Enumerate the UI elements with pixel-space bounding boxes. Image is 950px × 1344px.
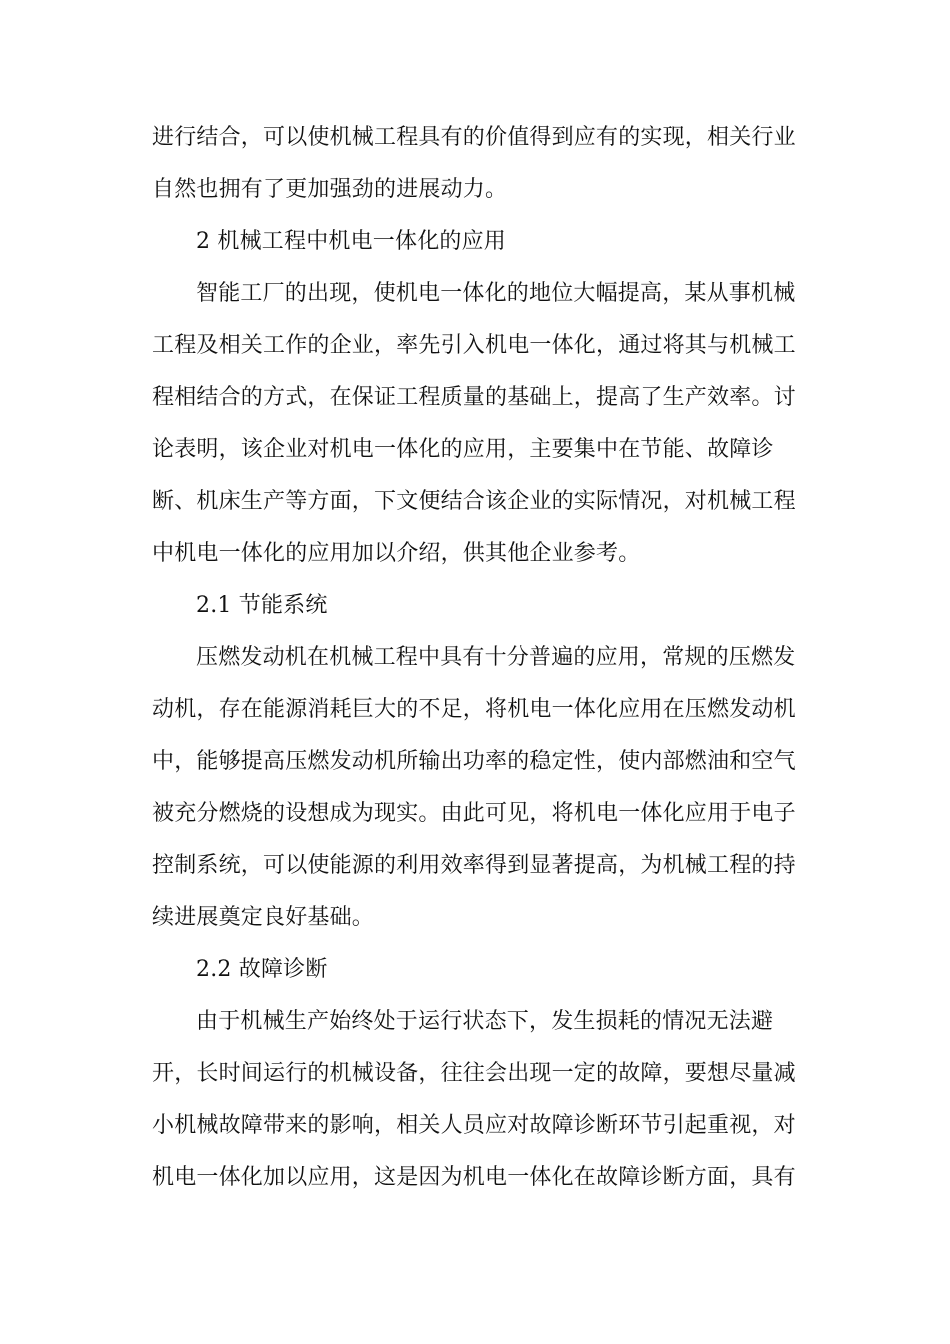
subsection-heading: 2.2 故障诊断 <box>196 957 328 982</box>
paragraph-line: 由于机械生产始终处于运行状态下，发生损耗的情况无法避 <box>196 1009 774 1034</box>
paragraph-line: 中，能够提高压燃发动机所输出功率的稳定性，使内部燃油和空气 <box>152 749 796 774</box>
paragraph-line: 进行结合，可以使机械工程具有的价值得到应有的实现，相关行业 <box>152 125 796 150</box>
paragraph-line: 中机电一体化的应用加以介绍，供其他企业参考。 <box>152 541 641 566</box>
paragraph-line: 论表明，该企业对机电一体化的应用，主要集中在节能、故障诊 <box>152 437 774 462</box>
paragraph-line: 机电一体化加以应用，这是因为机电一体化在故障诊断方面，具有 <box>152 1165 796 1190</box>
subsection-heading: 2.1 节能系统 <box>196 593 328 618</box>
section-heading: 2 机械工程中机电一体化的应用 <box>196 229 506 254</box>
paragraph-line: 动机，存在能源消耗巨大的不足，将机电一体化应用在压燃发动机 <box>152 697 796 722</box>
paragraph-line: 程相结合的方式，在保证工程质量的基础上，提高了生产效率。讨 <box>152 385 796 410</box>
paragraph-line: 工程及相关工作的企业，率先引入机电一体化，通过将其与机械工 <box>152 333 796 358</box>
paragraph-line: 断、机床生产等方面，下文便结合该企业的实际情况，对机械工程 <box>152 489 796 514</box>
paragraph-line: 自然也拥有了更加强劲的进展动力。 <box>152 177 508 202</box>
paragraph-line: 智能工厂的出现，使机电一体化的地位大幅提高，某从事机械 <box>196 281 796 306</box>
paragraph-line: 开，长时间运行的机械设备，往往会出现一定的故障，要想尽量减 <box>152 1061 796 1086</box>
paragraph-line: 压燃发动机在机械工程中具有十分普遍的应用，常规的压燃发 <box>196 645 796 670</box>
paragraph-line: 控制系统，可以使能源的利用效率得到显著提高，为机械工程的持 <box>152 853 796 878</box>
paragraph-line: 被充分燃烧的设想成为现实。由此可见，将机电一体化应用于电子 <box>152 801 796 826</box>
paragraph-line: 续进展奠定良好基础。 <box>152 905 375 930</box>
paragraph-line: 小机械故障带来的影响，相关人员应对故障诊断环节引起重视，对 <box>152 1113 796 1138</box>
